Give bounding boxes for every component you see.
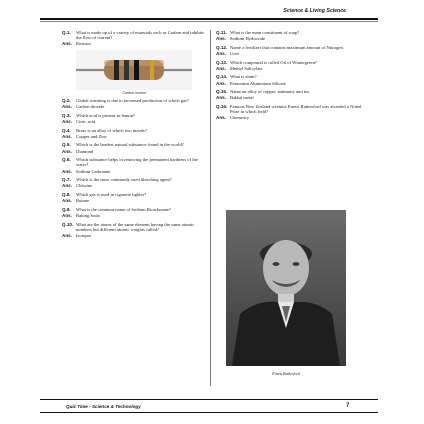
answer-text: Citric acid — [76, 119, 96, 124]
answer-row — [216, 95, 364, 100]
answer-text: Diamond — [76, 148, 94, 154]
answer-label: Ans. — [216, 115, 226, 121]
portrait-photo — [226, 210, 346, 366]
answer-row — [62, 213, 207, 218]
question-text: What is the main constituent of soap? — [230, 30, 300, 35]
question-text: Global warming is due to increased production of which gas? — [76, 98, 189, 103]
question-row — [62, 177, 207, 182]
answer-text: Resistor — [76, 41, 92, 47]
question-text: Name an alloy of copper, antimony and tin. — [230, 89, 310, 95]
question-number: Q.16. — [216, 103, 228, 109]
answer-row — [62, 198, 207, 203]
answer-label: Ans. — [216, 51, 226, 56]
question-number: Q.4. — [62, 127, 71, 133]
question-number: Q.5. — [62, 142, 71, 148]
answer-text: Isotopes — [76, 232, 92, 238]
portrait-illustration — [226, 210, 346, 366]
question-text: Brass is an alloy of which two metals? — [76, 127, 147, 133]
question-row — [62, 222, 207, 232]
answer-row — [216, 81, 364, 86]
question-text: Name a fertilizer that contains maximum amount of Nitrogen. — [230, 44, 344, 50]
question-number: Q.8. — [62, 191, 71, 197]
answer-row — [62, 134, 207, 139]
answer-text: Sodium Carbonate — [76, 168, 111, 174]
answer-text: Sodium Hydroxide — [230, 36, 266, 42]
answer-label: Ans. — [216, 65, 226, 71]
question-number: Q.13. — [216, 59, 228, 65]
carbon-resistor-illustration — [76, 50, 192, 90]
header-rule — [40, 18, 378, 20]
question-row — [62, 30, 207, 40]
column-divider — [210, 30, 211, 386]
answer-text: Copper and Zinc — [76, 133, 107, 139]
question-row — [216, 30, 364, 35]
question-number: Q.15. — [216, 89, 228, 95]
question-number: Q.14. — [216, 74, 228, 80]
qa-list-right — [216, 30, 364, 121]
answer-text: Baking Soda — [76, 212, 100, 218]
question-row — [62, 113, 207, 118]
figure-caption: Carbon resistor — [122, 91, 147, 95]
question-row — [62, 98, 207, 103]
answer-label: Ans. — [62, 148, 72, 154]
answer-text: Chlorine — [76, 183, 93, 189]
answer-text: Babbit metal — [230, 95, 254, 101]
question-number: Q.7. — [62, 177, 71, 183]
left-column — [62, 30, 207, 242]
answer-row — [62, 169, 207, 174]
answer-row — [216, 115, 364, 120]
question-text: What is the common name of Sodium Bicarbonate? — [76, 206, 172, 212]
question-number: Q.9. — [62, 206, 71, 212]
question-text: Which is the hardest natural substance found in the world? — [76, 142, 184, 148]
answer-row — [62, 149, 207, 154]
answer-row — [62, 119, 207, 124]
question-number: Q.3. — [62, 112, 71, 118]
question-text: What is made up of a variety of materials such as Carbon and inhibits the flow of current? — [76, 30, 204, 41]
question-row — [216, 74, 364, 79]
section-title: Science & Living Science — [283, 8, 346, 14]
answer-text: Chemistry — [230, 115, 250, 121]
answer-label: Ans. — [62, 104, 72, 110]
answer-label: Ans. — [62, 198, 72, 204]
question-text: Famous New Zealand scientist Ernest Rutherford was awarded a Nobel Prize in which field? — [230, 103, 362, 115]
footer-rule-bottom — [40, 412, 378, 413]
question-row — [62, 128, 207, 133]
answer-row — [62, 183, 207, 188]
answer-text: Potassium Aluminium Silicate — [230, 80, 286, 86]
question-number: Q.1. — [62, 30, 71, 35]
answer-label: Ans. — [62, 41, 72, 47]
question-row — [62, 142, 207, 147]
answer-label: Ans. — [62, 232, 72, 238]
answer-label: Ans. — [216, 36, 226, 42]
answer-label: Ans. — [216, 80, 226, 86]
question-row — [62, 157, 207, 167]
answer-label: Ans. — [216, 95, 226, 101]
answer-row — [216, 51, 364, 56]
page-header — [0, 0, 424, 16]
answer-text: Carbon dioxide — [76, 104, 105, 110]
question-text: Which is the most commonly used bleaching agent? — [76, 177, 172, 183]
answer-text: Urea — [230, 51, 239, 56]
question-number: Q.6. — [62, 157, 71, 163]
answer-row — [216, 36, 364, 41]
question-number: Q.12. — [216, 44, 228, 50]
question-number: Q.2. — [62, 98, 71, 103]
answer-label: Ans. — [62, 119, 72, 124]
question-text: Which gas is used in cigarette lighter? — [76, 191, 147, 197]
question-row — [216, 104, 364, 114]
question-number: Q.11. — [216, 30, 227, 35]
question-text: What is alum? — [230, 74, 257, 80]
question-number: Q.10. — [62, 221, 74, 227]
answer-text: Butane — [76, 198, 90, 204]
answer-text: Methyl Salicylate — [230, 65, 263, 71]
right-column — [216, 30, 364, 124]
photo-caption: Ernest Rutherford — [272, 372, 300, 376]
question-text: What are the atoms of the same element having the same atomic numbers but different atomic weights called? — [76, 221, 195, 232]
answer-label: Ans. — [62, 168, 72, 174]
footer-book-title: Quiz Time - Science & Technology — [66, 404, 141, 409]
qa-list-bottom — [62, 98, 207, 238]
answer-label: Ans. — [62, 133, 72, 139]
answer-row — [62, 104, 207, 109]
footer-rule — [40, 399, 378, 400]
question-row — [216, 89, 364, 94]
answer-row — [216, 66, 364, 71]
question-text: Which compound is called Oil of Wintergreen? — [230, 59, 317, 65]
question-row — [62, 192, 207, 197]
resistor-image — [76, 50, 192, 90]
answer-label: Ans. — [62, 183, 72, 189]
header-rule-thin — [40, 21, 378, 22]
question-text: Which acid is present in lemon? — [76, 112, 136, 118]
answer-row — [62, 233, 207, 238]
page-number: 7 — [346, 403, 350, 409]
answer-row — [62, 41, 207, 46]
question-text: Which substance helps in removing the permanent hardness of the water? — [76, 157, 198, 168]
answer-label: Ans. — [62, 212, 72, 218]
question-row — [216, 60, 364, 65]
question-row — [216, 45, 364, 50]
question-row — [62, 207, 207, 212]
qa-list-top — [62, 30, 207, 47]
